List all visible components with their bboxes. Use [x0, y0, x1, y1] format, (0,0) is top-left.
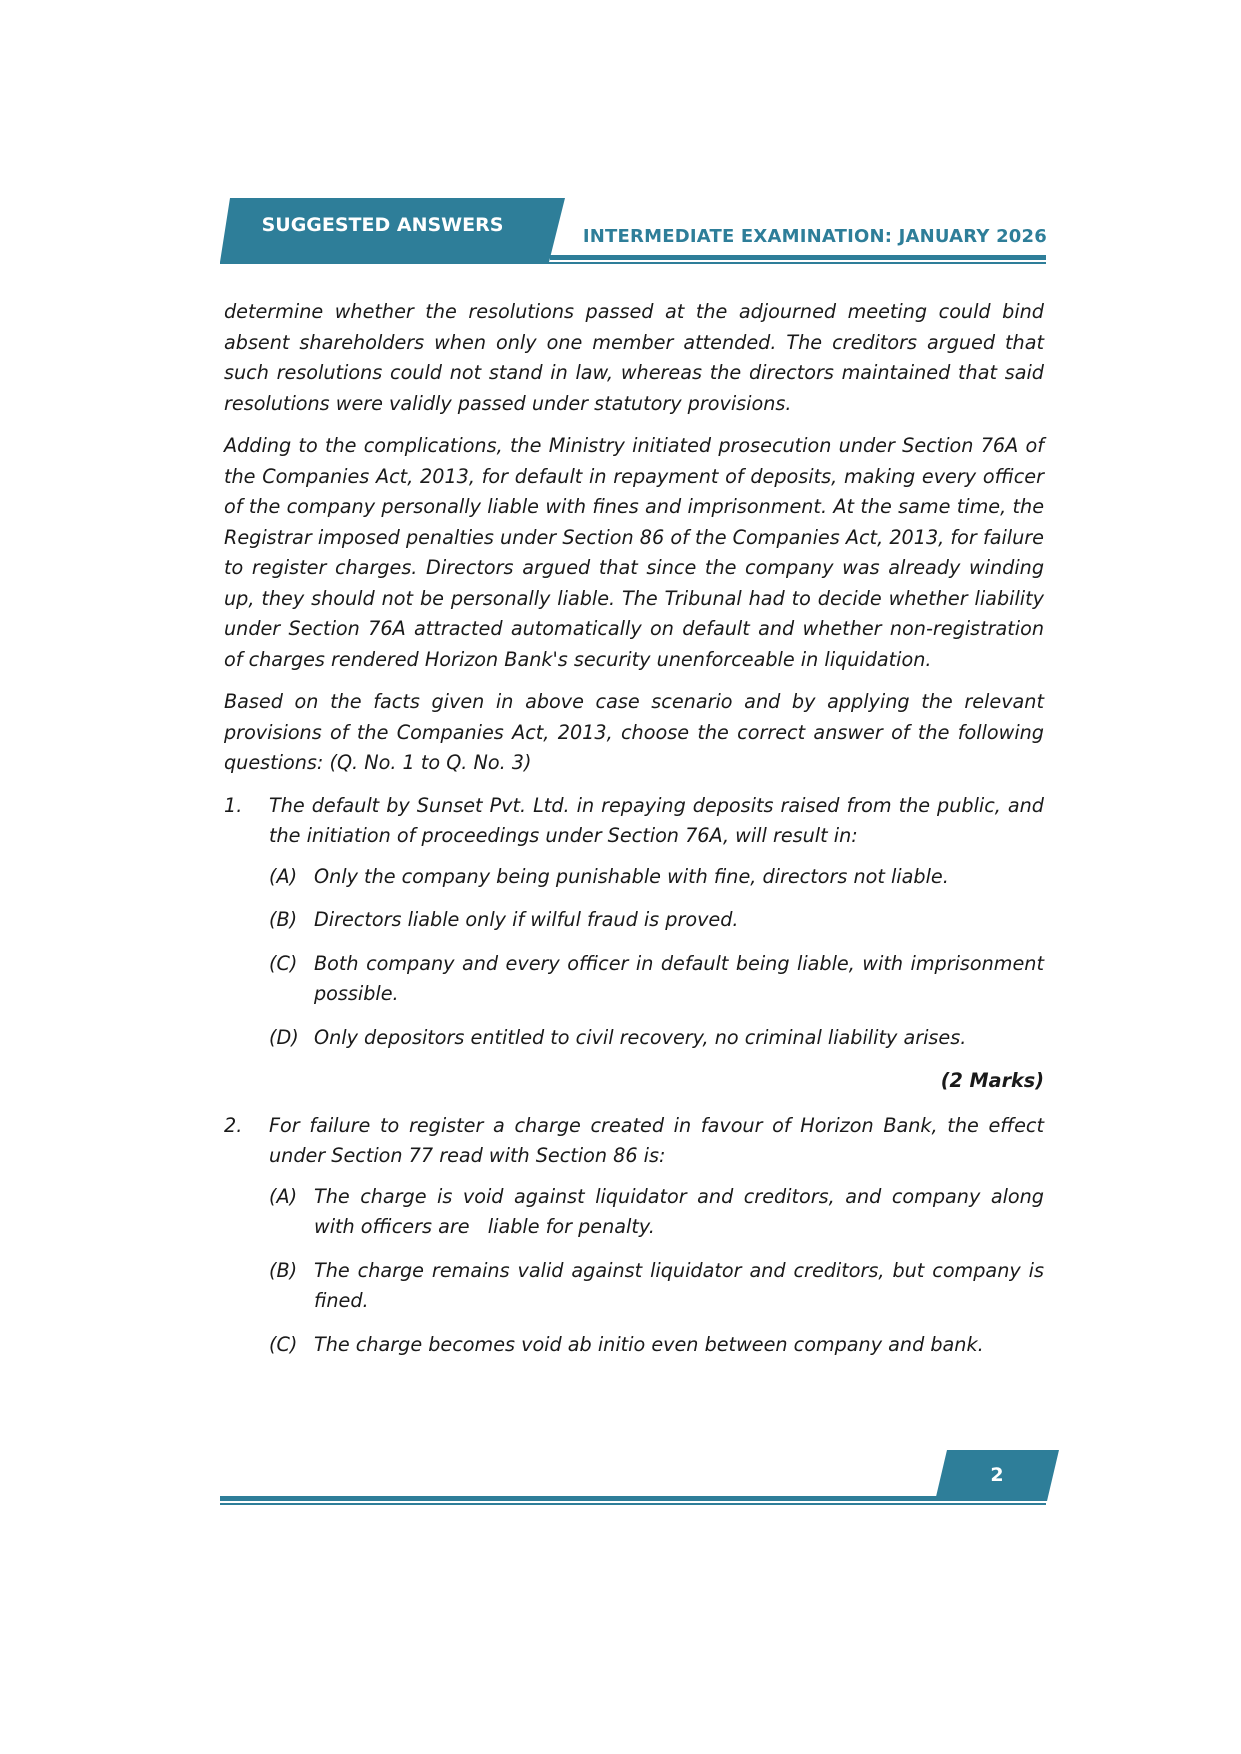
page-content [224, 297, 1051, 1373]
question-2 [224, 1111, 1051, 1361]
question-text: The default by Sunset Pvt. Ltd. in repaying deposits raised from the public, and the initiation of proceedings under Section 76A, will result in: [269, 793, 1044, 847]
question-1 [224, 791, 1044, 1054]
paragraph: determine whether the resolutions passed at the adjourned meeting could bind absent shareholders when only one member attended. The creditors argued that such resolutions could not stand in law, whereas the directors maintained that said resolutions were validly passed under statutory provisions. [224, 300, 1044, 415]
option-text: Both company and every officer in default being liable, with imprisonment possible. [314, 951, 1044, 1005]
page-number: 2 [990, 1464, 1004, 1486]
option-b [269, 905, 1044, 936]
option-b [269, 1256, 1044, 1317]
paragraph: Adding to the complications, the Ministry initiated prosecution under Section 76A of the Companies Act, 2013, for default in repayment of deposits, making every officer of the company personally liable with fines and imprisonment. At the same time, the Registrar imposed penalties under Section 86 of the Companies Act, 2013, for failure to register charges. Directors argued that since the company was already winding up, they should not be personally liable. The Tribunal had to decide whether liability under Section 76A attracted automatically on default and whether non-registration of charges rendered Horizon Bank's security unenforceable in liquidation. [224, 434, 1044, 671]
option-text: Directors liable only if wilful fraud is proved. [314, 908, 739, 931]
header-rule [550, 255, 1046, 260]
exam-title: INTERMEDIATE EXAMINATION: JANUARY 2026 [582, 226, 1047, 247]
question-text: For failure to register a charge created in favour of Horizon Bank, the effect under Section 77 read with Section 86 is: [269, 1113, 1044, 1167]
option-text: Only the company being punishable with fine, directors not liable. [314, 864, 949, 888]
option-a [269, 862, 1044, 893]
option-text: The charge remains valid against liquidator and creditors, but company is fined. [314, 1258, 1044, 1312]
option-text: Only depositors entitled to civil recovery, no criminal liability arises. [314, 1025, 967, 1049]
option-c [269, 1330, 1044, 1361]
marks-label: (2 Marks) [940, 1069, 1044, 1092]
header-rule-thin [220, 262, 1046, 264]
option-label: (C) [269, 951, 298, 975]
options-list [269, 862, 1044, 1054]
option-label: (A) [269, 1184, 298, 1208]
options-list [269, 1182, 1051, 1361]
option-label: (B) [269, 908, 298, 931]
question-number: 2. [224, 1113, 243, 1137]
option-label: (B) [269, 1258, 298, 1282]
paragraph: Based on the facts given in above case scenario and by applying the relevant provisions of the Companies Act, 2013, choose the correct answer of the following questions: (Q. No. 1 to Q. No. 3) [224, 690, 1044, 774]
option-label: (D) [269, 1025, 299, 1049]
option-label: (C) [269, 1332, 298, 1356]
footer-rule-thin [220, 1503, 1046, 1505]
footer-rule [220, 1496, 1046, 1501]
option-d [269, 1023, 1044, 1054]
option-text: The charge is void against liquidator and creditors, and company along with officers are liable for penalty. [314, 1184, 1051, 1238]
question-number: 1. [224, 793, 243, 817]
option-c [269, 949, 1044, 1010]
option-label: (A) [269, 864, 298, 888]
option-a [269, 1182, 1051, 1243]
header-tab-label: SUGGESTED ANSWERS [261, 214, 504, 236]
option-text: The charge becomes void ab initio even between company and bank. [314, 1332, 984, 1356]
